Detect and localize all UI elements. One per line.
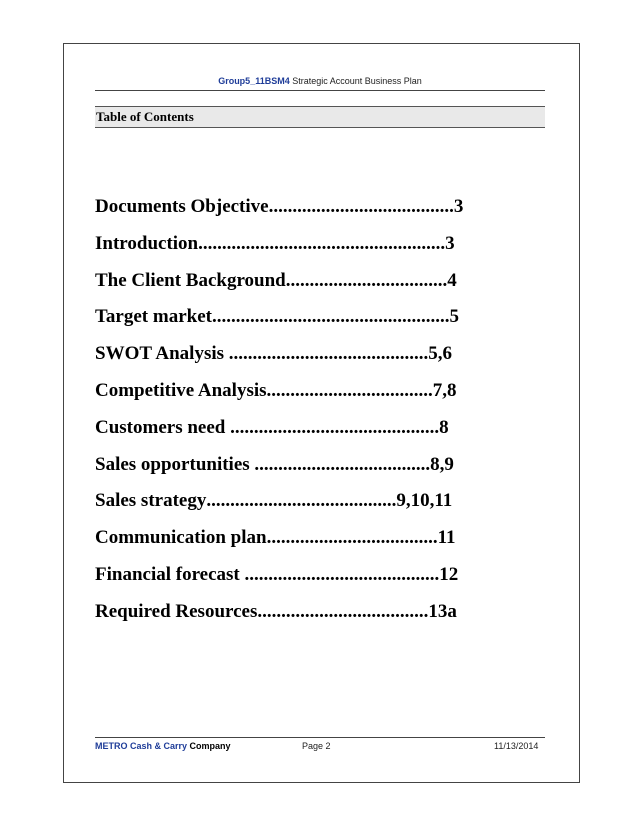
toc-entry[interactable] [95,483,463,520]
toc-entry-title: Sales strategy [95,490,207,512]
toc-entry[interactable] [95,226,463,263]
toc-entry[interactable] [95,447,463,484]
toc-entry-leader: .................................................. [211,306,450,328]
toc-entry-page: 3 [453,196,464,217]
footer-divider [95,737,545,738]
toc-entry-title: SWOT Analysis [95,343,225,365]
toc-entry-title: Documents Objective [95,196,269,217]
toc-entry[interactable] [95,189,463,226]
toc-entry-title: Communication plan [95,527,267,549]
toc-entry-page: 8,9 [430,453,454,475]
toc-entry-title: The Client Background [95,269,286,291]
toc-entry[interactable] [95,520,463,557]
toc-entry-title: Competitive Analysis [95,379,267,401]
toc-entry-leader: ......................................... [239,563,440,585]
toc-entry-leader: .................................. [285,269,448,291]
toc-entry-title: Customers need [95,416,226,438]
toc-entry-page: 8 [439,416,449,438]
footer-company [95,741,231,751]
toc-entry[interactable] [95,373,463,410]
toc-entry[interactable] [95,299,463,336]
toc-entry-leader: .................................... [266,527,438,549]
footer-page-number: Page 2 [302,741,331,751]
toc-entry-title: Introduction [95,232,199,254]
footer-date: 11/13/2014 [494,741,539,751]
toc-entry-leader: ................................... [266,379,433,401]
toc-entry[interactable] [95,336,463,373]
header-title: Strategic Account Business Plan [292,76,422,86]
toc-entry-page: 5,6 [428,343,453,365]
toc-heading: Table of Contents [96,109,194,124]
toc-entry-leader: ..................................... [249,453,431,475]
toc-heading-bar [95,106,545,128]
toc-entry-leader: .......................................... [224,343,429,365]
toc-entry-leader: .................................... [257,600,429,622]
toc-entry-leader: ....................................... [268,196,454,217]
toc-entry-leader: ........................................ [206,490,397,512]
toc-entry-page: 7,8 [432,379,457,401]
header-divider [95,90,545,91]
toc-entry-page: 13a [428,600,457,622]
toc-entry-leader: ............................................ [225,416,440,438]
toc-entry-page: 12 [439,563,459,585]
toc-entry[interactable] [95,410,463,447]
footer-brand: METRO Cash & Carry [95,741,188,751]
toc-entry-page: 3 [445,232,455,254]
toc-entry[interactable] [95,263,463,300]
toc-entry-title: Required Resources [95,600,258,622]
toc-entry-page: 4 [447,269,457,291]
footer-company-label: Company [189,741,231,751]
toc-entry[interactable] [95,557,463,594]
toc-entry-title: Financial forecast [95,563,240,585]
toc-entry-title: Sales opportunities [95,453,250,475]
toc-entry-leader: .................................................... [198,232,446,254]
toc-entry-page: 9,10,11 [396,490,453,512]
toc-entry-title: Target market [95,306,212,328]
header-group: Group5_11BSM4 [218,76,290,86]
page-header [95,76,545,86]
toc-entry-page: 5 [449,306,459,328]
toc-list [95,189,463,631]
toc-entry[interactable] [95,594,463,631]
toc-entry-page: 11 [437,527,456,549]
